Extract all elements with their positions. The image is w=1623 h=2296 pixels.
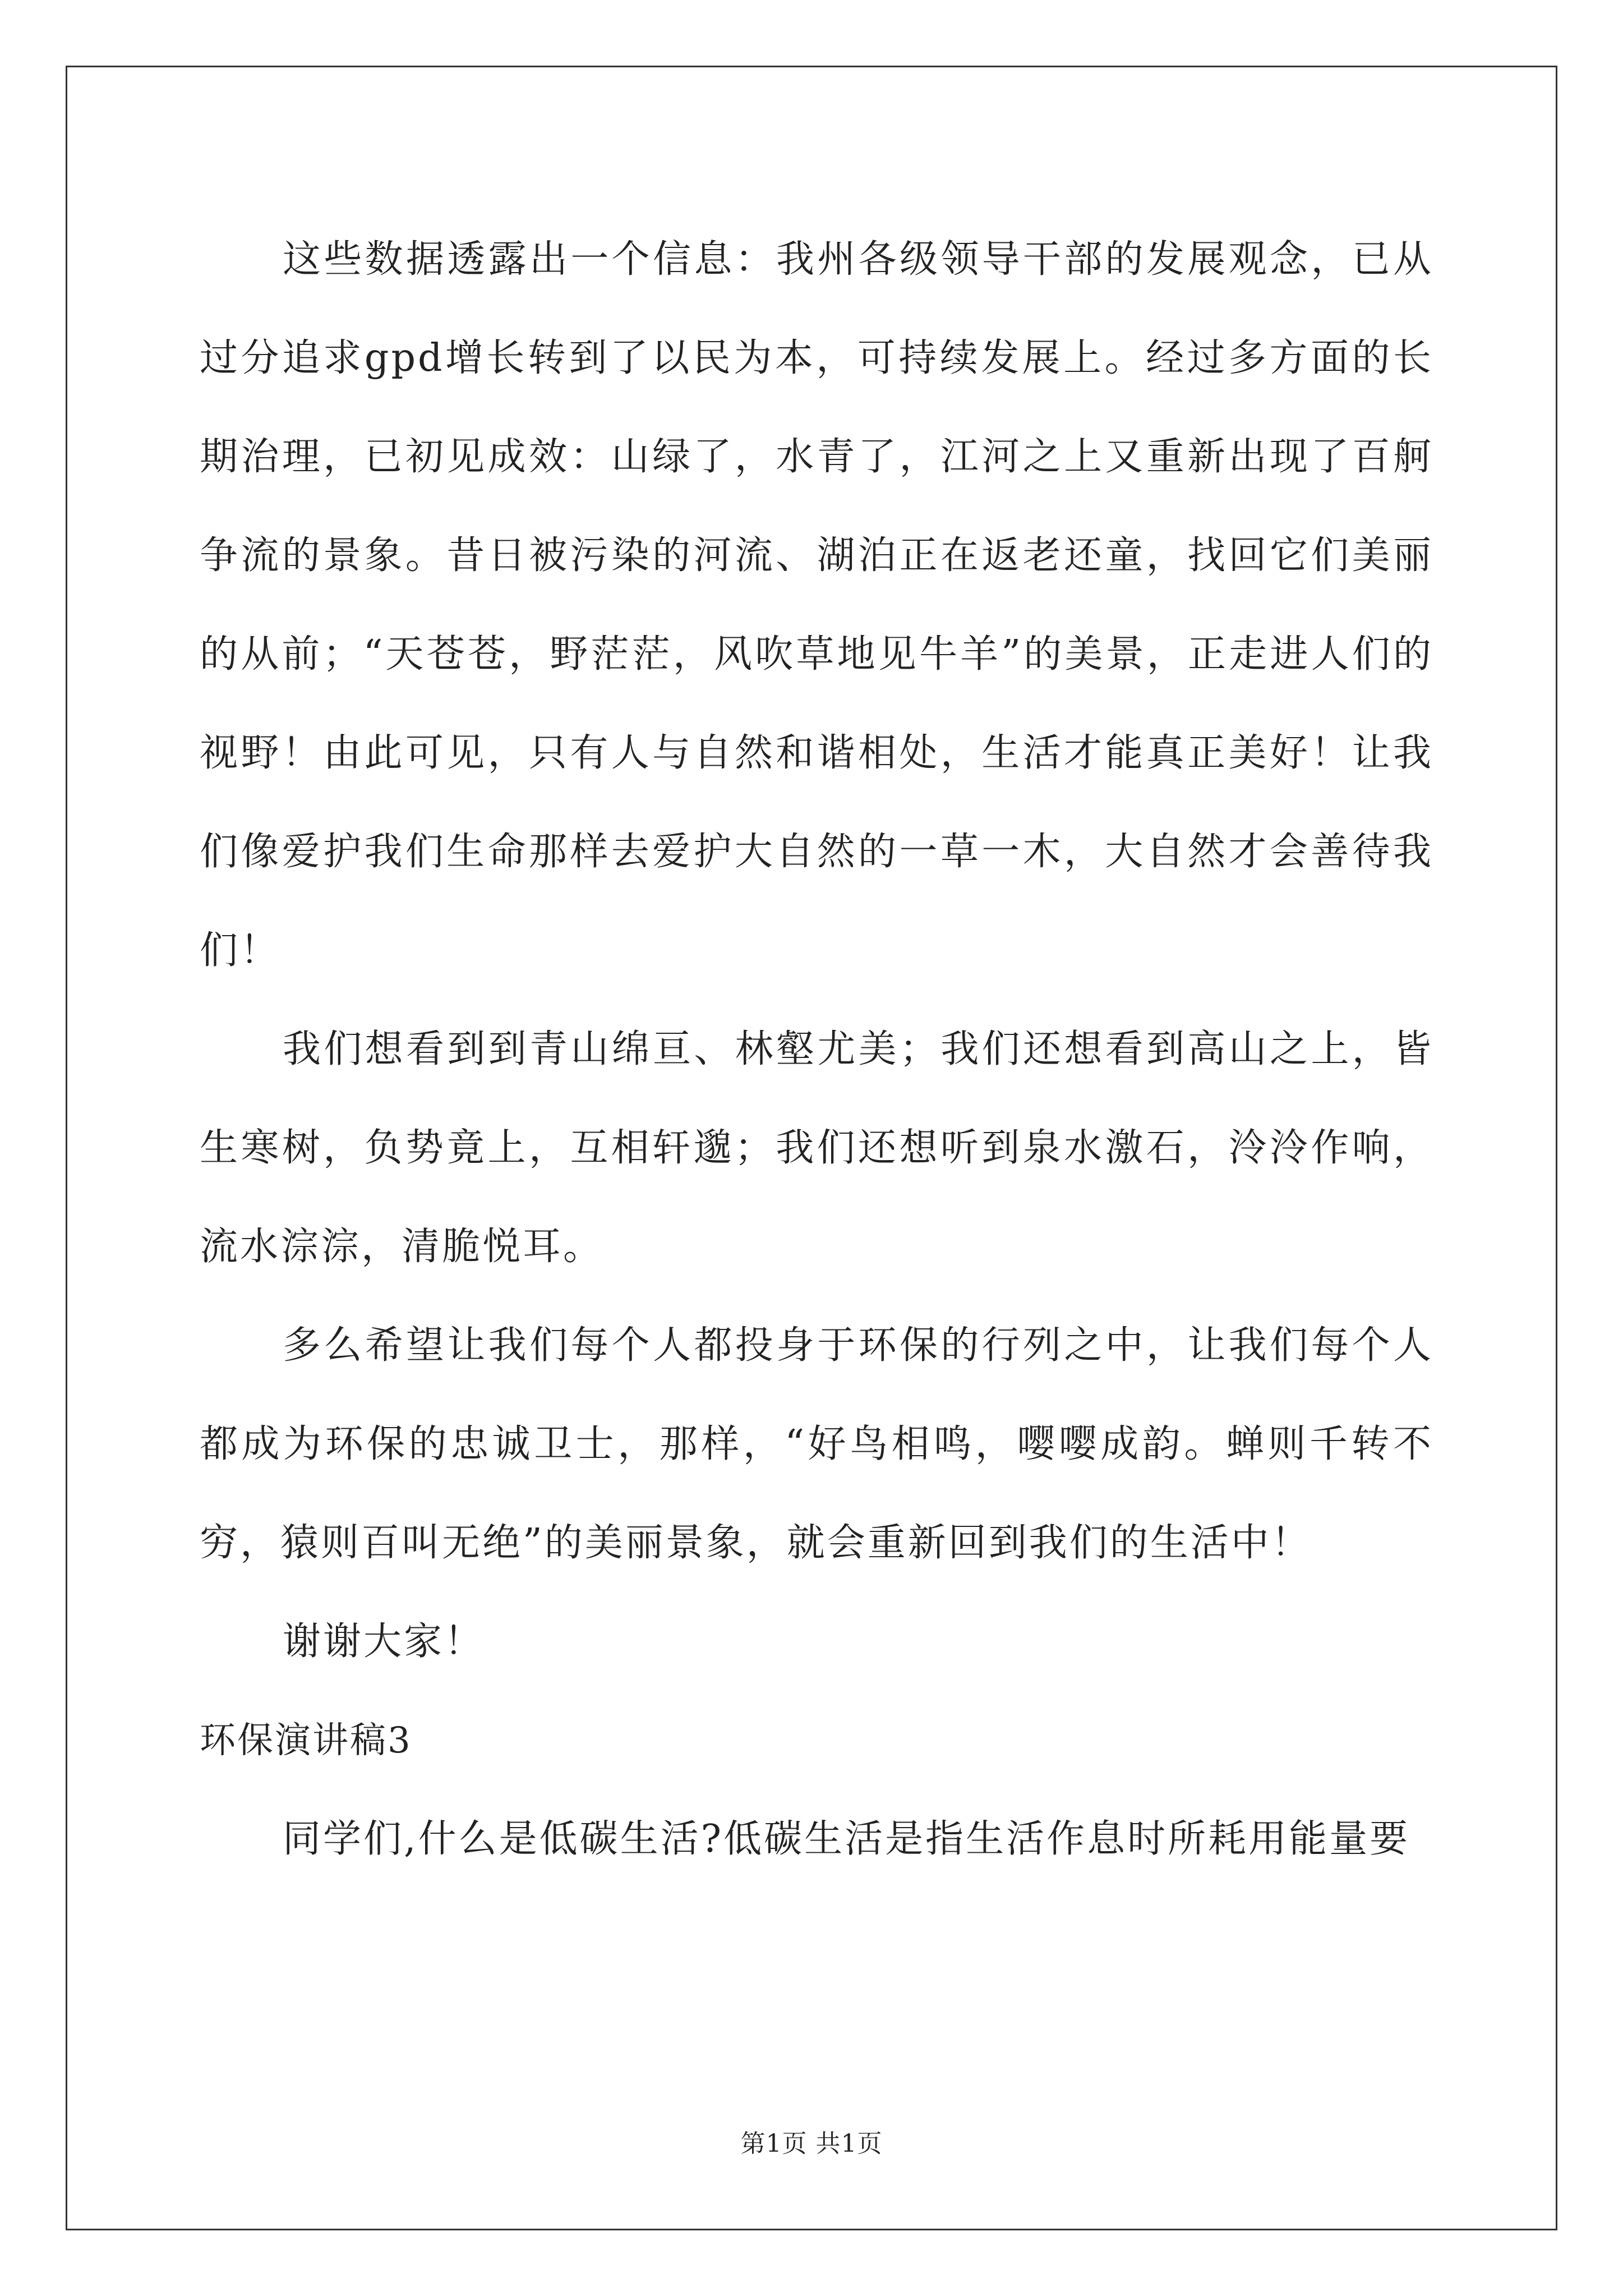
paragraph-3: 多么希望让我们每个人都投身于环保的行列之中，让我们每个人都成为环保的忠诚卫士，那样，“好鸟相鸣，嘤嘤成韵。蝉则千转不穷，猿则百叫无绝”的美丽景象，就会重新回到我们的生活中！	[200, 1323, 1433, 1565]
page-number-footer: 第1页 共1页	[740, 2129, 883, 2158]
paragraph-4: 谢谢大家！	[283, 1619, 485, 1664]
paragraph-1: 这些数据透露出一个信息：我州各级领导干部的发展观念，已从过分追求gpd增长转到了以民为本，可持续发展上。经过多方面的长期治理，已初见成效：山绿了，水青了，江河之上又重新出现了百舸争流的景象。昔日被污染的河流、湖泊正在返老还童，找回它们美丽的从前；“天苍苍，野茫茫，风吹草地见牛羊”的美景，正走进人们的视野！由此可见，只有人与自然和谐相处，生活才能真正美好！让我们像爱护我们生命那样去爱护大自然的一草一木，大自然才会善待我们！	[200, 237, 1433, 973]
document-body	[200, 210, 1433, 1889]
section-paragraph: 同学们,什么是低碳生活?低碳生活是指生活作息时所耗用能量要	[283, 1817, 1410, 1861]
section-title: 环保演讲稿3	[200, 1720, 412, 1761]
paragraph-2: 我们想看到到青山绵亘、林壑尤美；我们还想看到高山之上，皆生寒树，负势竟上，互相轩邈；我们还想听到泉水激石，泠泠作响，流水淙淙，清脆悦耳。	[200, 1027, 1433, 1269]
